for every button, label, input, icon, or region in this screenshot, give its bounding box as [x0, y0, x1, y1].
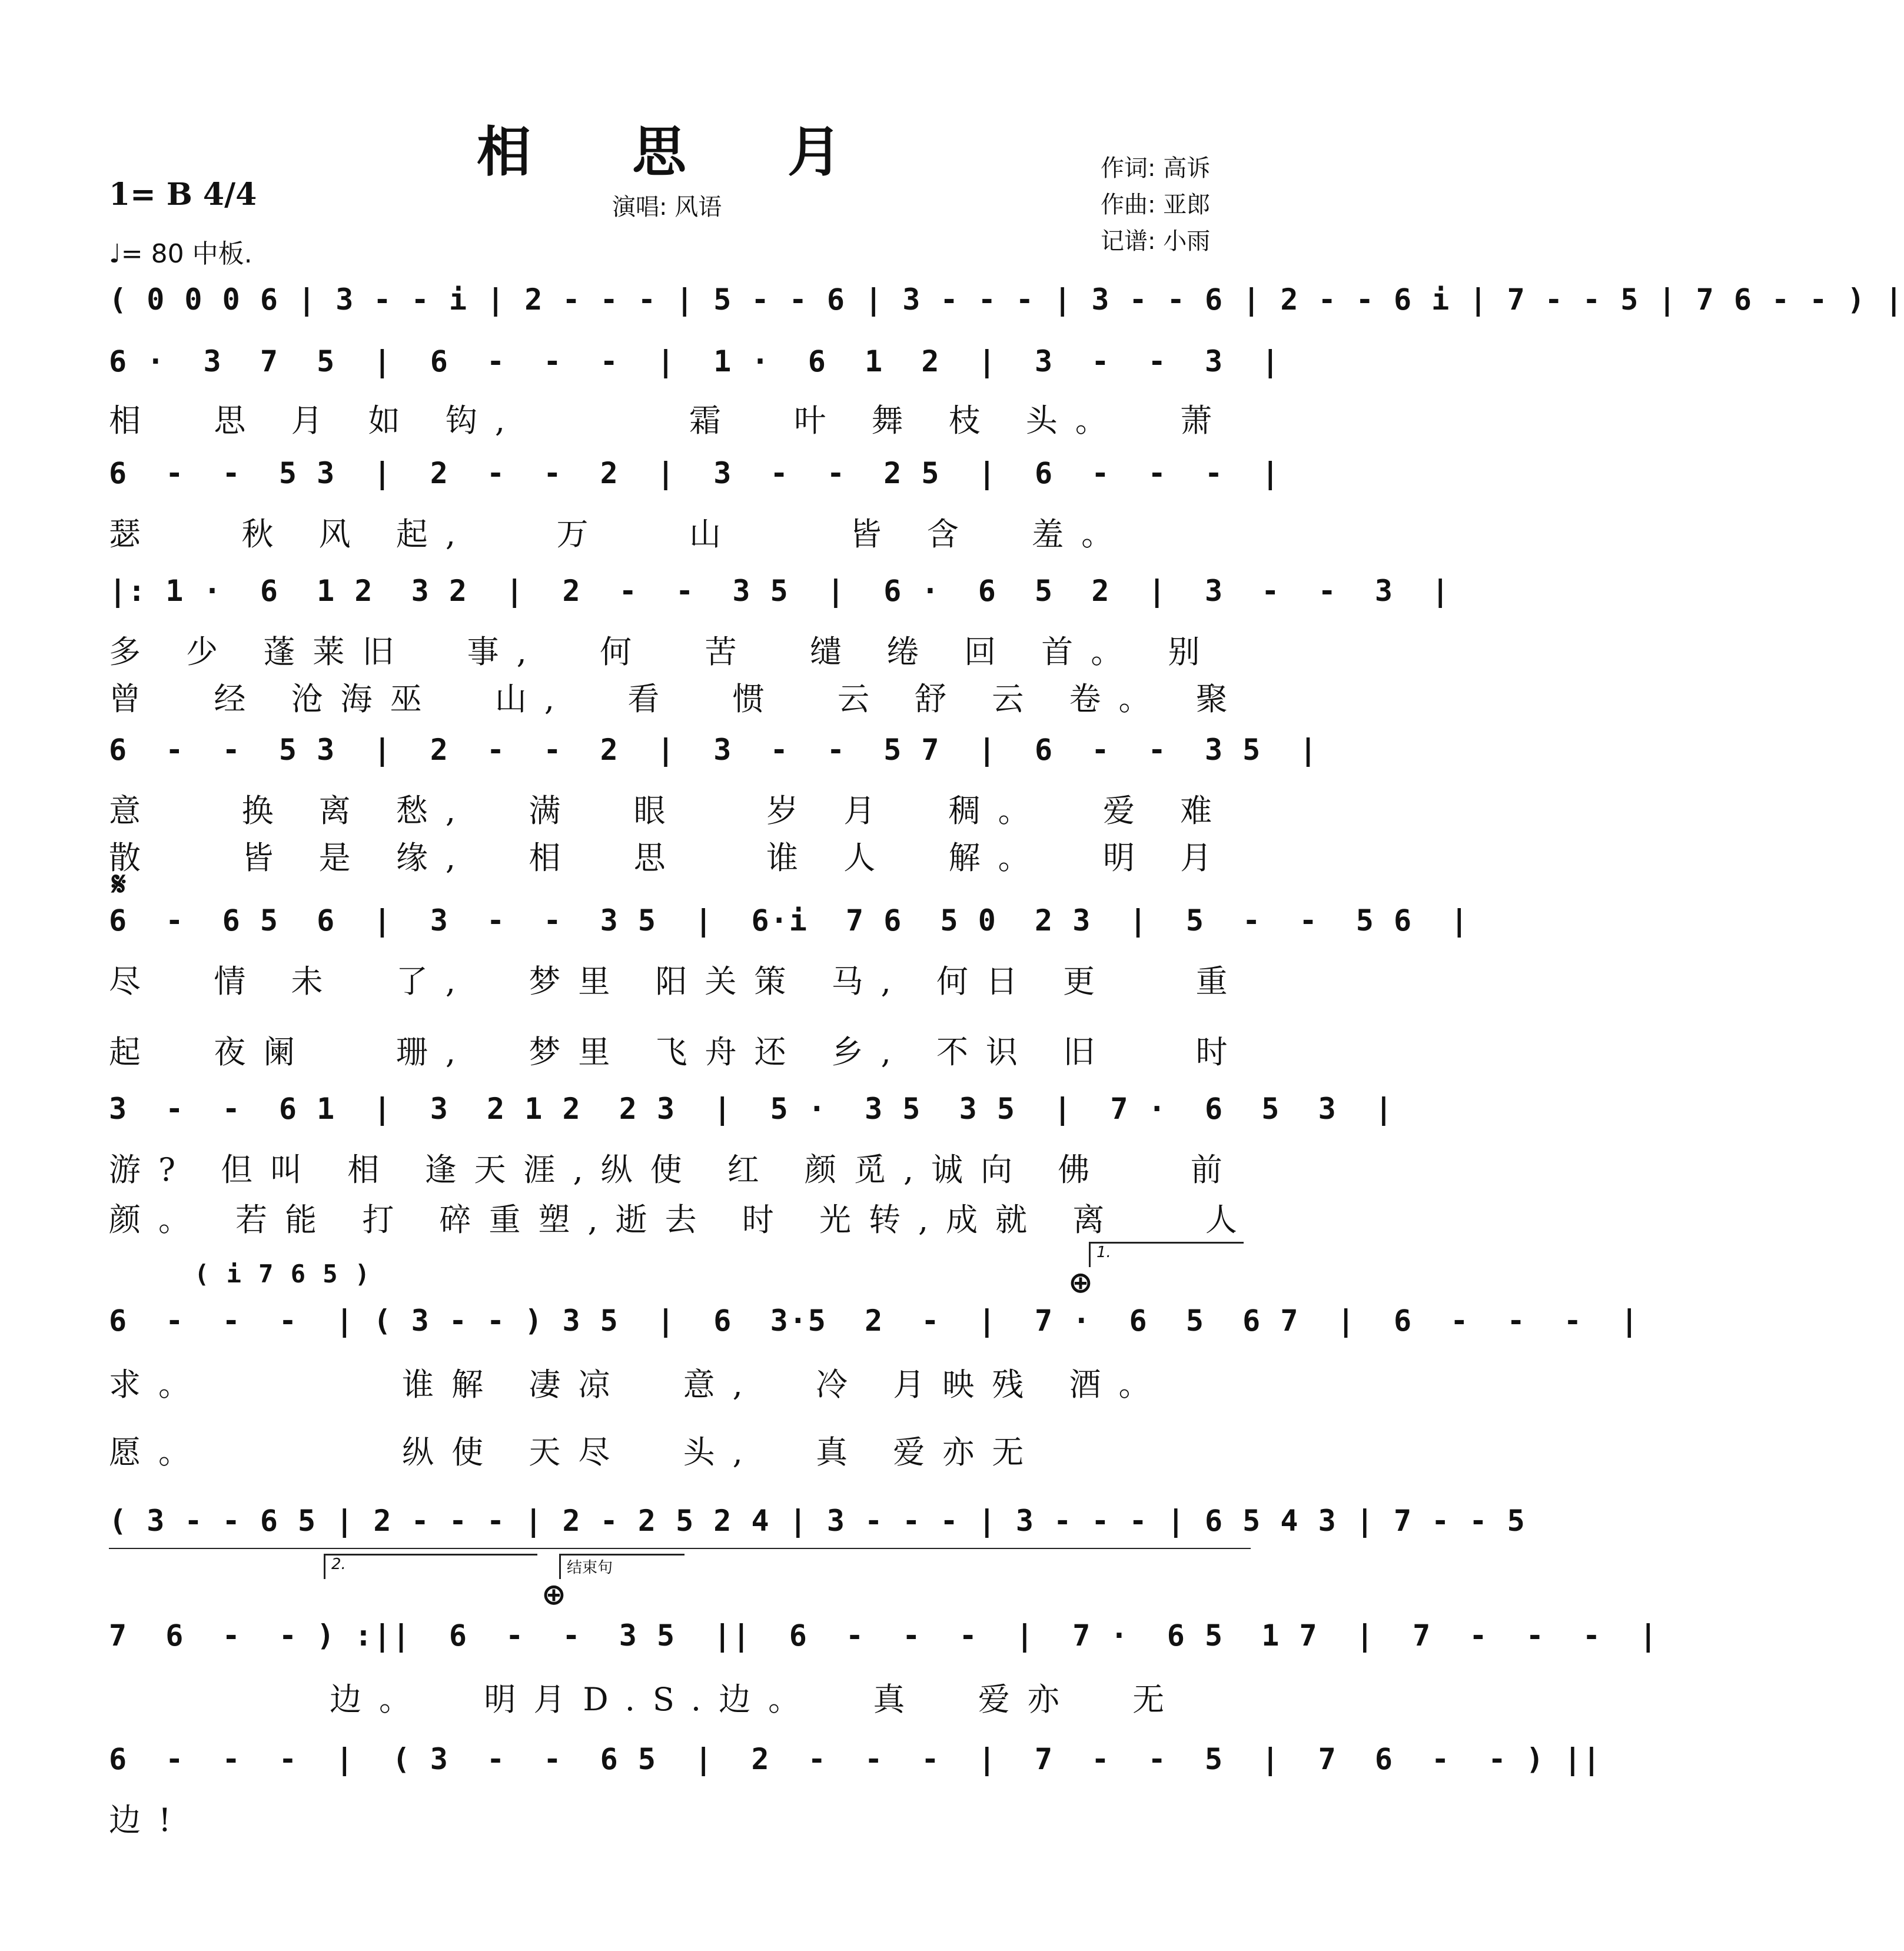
notation-line-6: 6 - 6 5 6 | 3 - - 3 5 | 6·i 7 6 5 0 2 3 | 5 - - 5 6 |: [109, 903, 1470, 938]
transcriber-credit: 记谱: 小雨: [1101, 228, 1211, 255]
lyrics-line-5b: 散 皆 是 缘, 相 思 谁 人 解。 明 月: [109, 839, 1230, 876]
volta-1: 1.: [1089, 1242, 1244, 1267]
composer-credit: 作曲: 亚郎: [1101, 191, 1211, 218]
lyrics-line-3: 瑟 秋 风 起, 万 山 皆 含 羞。: [109, 516, 1131, 553]
lyrics-line-4a: 多 少 蓬莱旧 事, 何 苦 缱 绻 回 首。 别: [109, 633, 1218, 670]
lyrics-line-11: 边!: [109, 1802, 189, 1839]
notation-line-11: 6 - - - | ( 3 - - 6 5 | 2 - - - | 7 - - 5 | 7 6 - - ) ||: [109, 1742, 1602, 1776]
lyrics-line-7a: 游? 但叫 相 逢天涯,纵使 红 颜觅,诚向 佛 前: [109, 1151, 1240, 1188]
coda-sign-2: ⊕: [541, 1577, 566, 1611]
interlude-marking: ( i 7 6 5 ): [194, 1259, 371, 1288]
lyrics-line-8a: 求。 谁解 凄凉 意, 冷 月映残 酒。: [109, 1366, 1168, 1403]
coda-sign-1: ⊕: [1068, 1265, 1093, 1299]
section-divider: [109, 1548, 1251, 1549]
lyrics-line-4b: 曾 经 沧海巫 山, 看 惯 云 舒 云 卷。 聚: [109, 680, 1245, 717]
volta-2: 2.: [324, 1554, 537, 1579]
notation-line-2: 6 · 3 7 5 | 6 - - - | 1 · 6 1 2 | 3 - - 3 |: [109, 344, 1281, 378]
song-title: 相 思 月: [476, 120, 883, 184]
lyrics-line-6b: 起 夜阑 珊, 梦里 飞舟还 乡, 不识 旧 时: [109, 1033, 1245, 1071]
notation-line-9: ( 3 - - 6 5 | 2 - - - | 2 - 2 5 2 4 | 3 - - - | 3 - - - | 6 5 4 3 | 7 - - 5: [109, 1504, 1526, 1538]
notation-line-7: 3 - - 6 1 | 3 2 1 2 2 3 | 5 · 3 5 3 5 | 7 · 6 5 3 |: [109, 1092, 1394, 1126]
lyricist-credit: 作词: 高诉: [1101, 155, 1211, 182]
key-signature: 1= B 4/4: [109, 177, 257, 212]
notation-line-1: ( 0 0 0 6 | 3 - - i | 2 - - - | 5 - - 6 | 3 - - - | 3 - - 6 | 2 - - 6 i | 7 - - 5 | 7 6 - - ) |: [109, 282, 1904, 317]
lyrics-line-6a: 尽 情 未 了, 梦里 阳关策 马, 何日 更 重: [109, 963, 1245, 1000]
notation-line-5: 6 - - 5 3 | 2 - - 2 | 3 - - 5 7 | 6 - - 3 5 |: [109, 733, 1318, 767]
lyrics-line-7b: 颜。 若能 打 碎重塑,逝去 时 光转,成就 离 人: [109, 1201, 1255, 1238]
credits-block: [1101, 150, 1210, 260]
tempo-marking: ♩= 80 中板.: [109, 239, 252, 269]
segno-sign: 𝄋: [112, 865, 127, 903]
notation-line-10: 7 6 - - ) :|| 6 - - 3 5 || 6 - - - | 7 · 6 5 1 7 | 7 - - - |: [109, 1618, 1659, 1653]
singer-credit: 演唱: 风语: [612, 194, 722, 221]
notation-line-3: 6 - - 5 3 | 2 - - 2 | 3 - - 2 5 | 6 - - - |: [109, 456, 1281, 490]
lyrics-line-2: 相 思 月 如 钩, 霜 叶 舞 枝 头。 萧: [109, 402, 1230, 439]
ending-label: 结束句: [559, 1554, 684, 1579]
lyrics-line-10: 边。 明月D.S.边。 真 爱亦 无: [330, 1681, 1182, 1718]
lyrics-line-8b: 愿。 纵使 天尽 头, 真 爱亦无: [109, 1434, 1042, 1471]
notation-line-4: |: 1 · 6 1 2 3 2 | 2 - - 3 5 | 6 · 6 5 2 | 3 - - 3 |: [109, 574, 1451, 608]
lyrics-line-5a: 意 换 离 愁, 满 眼 岁 月 稠。 爱 难: [109, 792, 1230, 829]
notation-line-8: 6 - - - | ( 3 - - ) 3 5 | 6 3·5 2 - | 7 · 6 5 6 7 | 6 - - - |: [109, 1304, 1640, 1338]
